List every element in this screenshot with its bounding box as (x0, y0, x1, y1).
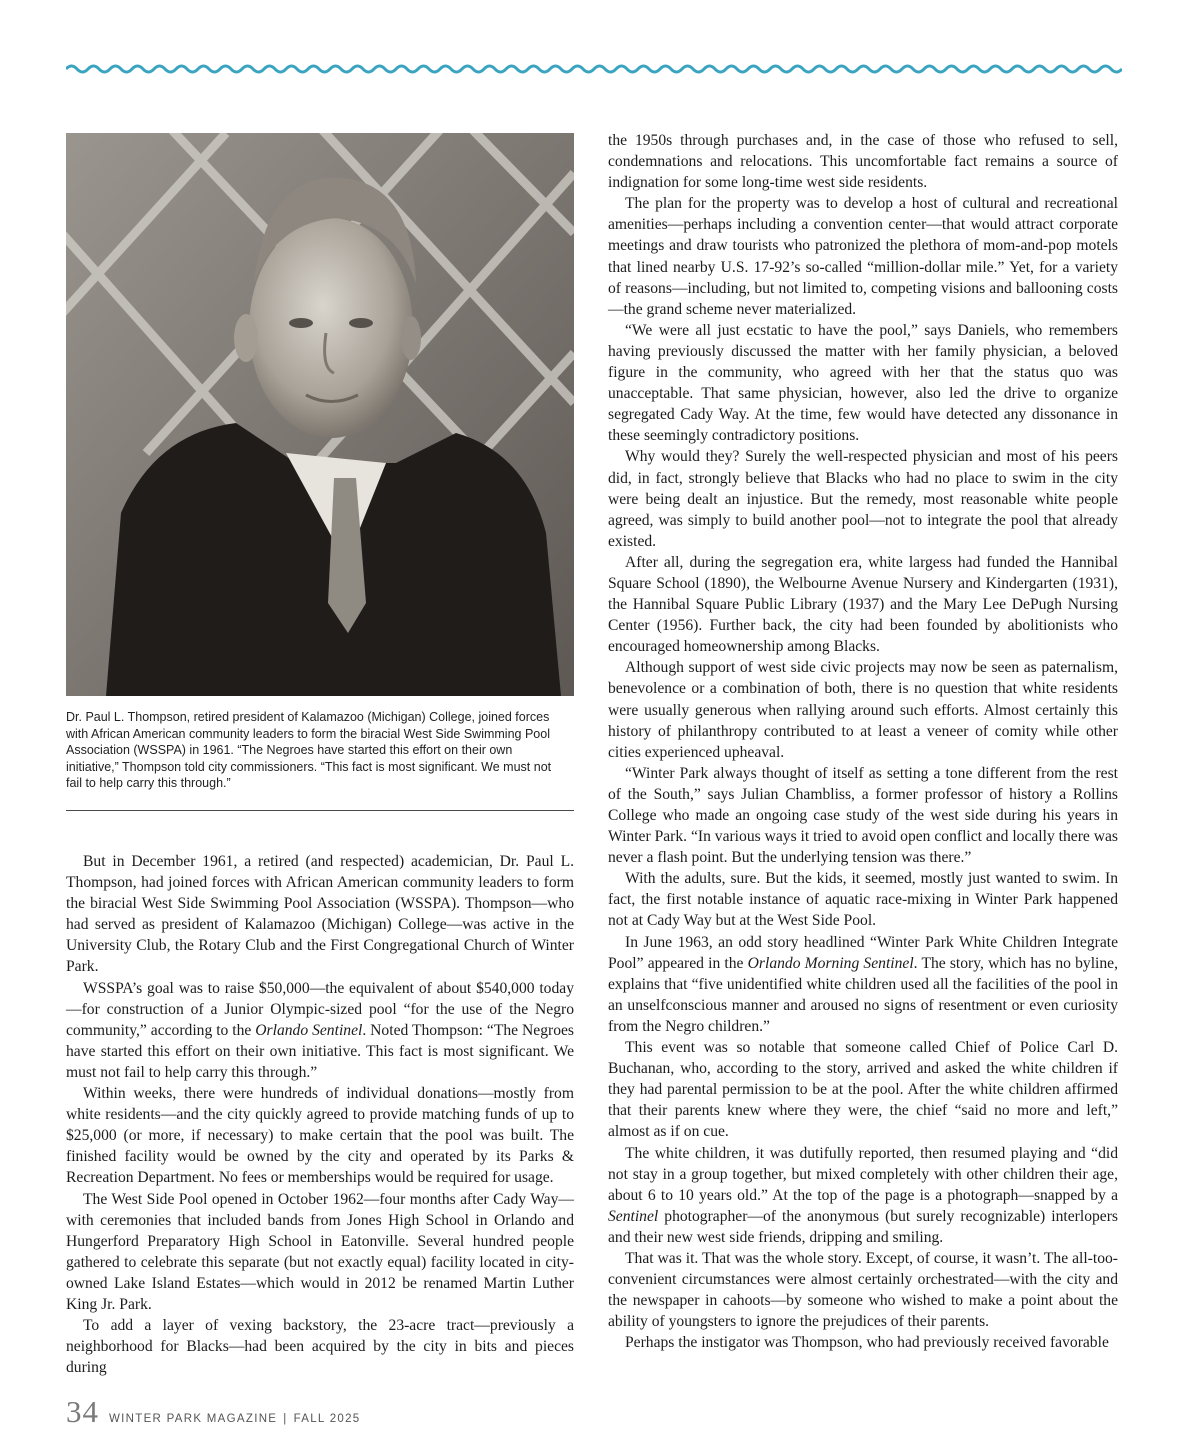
body-paragraph: But in December 1961, a retired (and respected) academician, Dr. Paul L. Thompson, had joined forces with African American community leaders to form the biracial West Side Swimming Pool Association (WSSPA). Thompson—who had served as president of Kalamazoo (Michigan) College—was active in the University Club, the Rotary Club and the First Congregational Church of Winter Park. (66, 853, 574, 976)
footer-separator: | (283, 1413, 288, 1425)
body-paragraph: The plan for the property was to develop a host of cultural and recreational amenities—perhaps including a convention center—that would attract corporate meetings and draw tourists who patronized the plethora of mom-and-pop motels that lined nearby U.S. 17-92’s so-called “million-dollar mile.” Yet, for a variety of reasons—including, but not limited to, competing visions and ballooning costs—the grand scheme never materialized. (608, 195, 1118, 318)
caption-divider (66, 810, 574, 811)
body-paragraph: “Winter Park always thought of itself as setting a tone different from the rest of the South,” says Julian Chambliss, a former professor of history a Rollins College who made an ongoing case study of the west side during his years in Winter Park. “In various ways it tried to avoid open conflict and locally there was never a flash point. But the underlying tension was there.” (608, 764, 1118, 867)
page-footer (66, 1394, 360, 1434)
body-paragraph: The white children, it was dutifully reported, then resumed playing and “did not stay in a group together, but mixed completely with other children their age, about 6 to 10 years old.” At the top of the page is a photograph—snapped by a Sentinel photographer—of the anonymous (but surely recognizable) interlopers and their new west side friends, dripping and smiling. (608, 1144, 1118, 1246)
page-number: 34 (66, 1394, 99, 1429)
body-paragraph: Perhaps the instigator was Thompson, who had previously received favorable (625, 1334, 1109, 1352)
magazine-name: WINTER PARK MAGAZINE (109, 1413, 278, 1425)
left-column (66, 851, 574, 1378)
body-paragraph: the 1950s through purchases and, in the case of those who refused to sell, condemnations and relocations. This uncomfortable fact remains a source of indignation for some long-time west side residents. (608, 132, 1118, 192)
right-column (608, 130, 1118, 1353)
portrait-photo (66, 133, 574, 696)
body-paragraph: This event was so notable that someone called Chief of Police Carl D. Buchanan, who, according to the story, arrived and asked the white children if they had parental permission to be at the pool. After the white children affirmed that their parents knew where they were, the chief “said no more and left,” almost as if on cue. (608, 1039, 1118, 1141)
body-paragraph: “We were all just ecstatic to have the pool,” says Daniels, who remembers having previously discussed the matter with her family physician, a beloved figure in the community, who agreed with her that the status quo was unacceptable. That same physician, however, also led the drive to organize segregated Cady Way. At the time, few would have detected any dissonance in these seemingly contradictory positions. (608, 321, 1118, 445)
body-paragraph: Although support of west side civic projects may now be seen as paternalism, benevolence or a combination of both, there is no question that white residents were usually generous when rallying around such efforts. Almost certainly this history of philanthropy contributed to at least a veneer of comity while other cities experienced upheaval. (608, 659, 1118, 761)
body-paragraph: With the adults, sure. But the kids, it seemed, mostly just wanted to swim. In fact, the first notable instance of aquatic race-mixing in Winter Park happened not at Cady Way but at the West Side Pool. (608, 870, 1118, 930)
body-paragraph: Why would they? Surely the well-respected physician and most of his peers did, in fact, strongly believe that Blacks who had no place to swim in the city were being dealt an injustice. But the remedy, most reasonable white people agreed, was simply to build another pool—not to integrate the pool that already existed. (608, 448, 1118, 550)
body-paragraph: In June 1963, an odd story headlined “Winter Park White Children Integrate Pool” appeared in the Orlando Morning Sentinel. The story, which has no byline, explains that “five unidentified white children used all the facilities of the pool in an unselfconscious manner and aroused no signs of resentment or even curiosity from the Negro children.” (608, 933, 1118, 1035)
body-paragraph: Within weeks, there were hundreds of individual donations—mostly from white residents—and the city quickly agreed to provide matching funds of up to $25,000 (or more, if necessary) to make certain that the pool was built. The finished facility would be owned by the city and operated by its Parks & Recreation Department. No fees or memberships would be required for usage. (66, 1085, 574, 1187)
body-paragraph: That was it. That was the whole story. Except, of course, it wasn’t. The all-too-convenient circumstances were almost certainly orchestrated—with the city and the newspaper in cahoots—by someone who wished to make a point about the ability of youngsters to ignore the prejudices of their parents. (608, 1249, 1118, 1331)
body-paragraph: After all, during the segregation era, white largess had funded the Hannibal Square School (1890), the Welbourne Avenue Nursery and Kindergarten (1931), the Hannibal Square Public Library (1937) and the Mary Lee DePugh Nursing Center (1956). Further back, the city had been founded by abolitionists who encouraged homeownership among Blacks. (608, 553, 1118, 656)
body-paragraph: To add a layer of vexing backstory, the 23-acre tract—previously a neighborhood for Blacks—had been acquired by the city in bits and pieces during (66, 1317, 574, 1377)
issue-label: FALL 2025 (293, 1413, 361, 1425)
body-paragraph: The West Side Pool opened in October 1962—four months after Cady Way—with ceremonies that included bands from Jones High School in Orlando and Hungerford Preparatory High School in Eatonville. Several hundred people gathered to celebrate this separate (but not exactly equal) facility located in city-owned Lake Island Estates—which would in 2012 be renamed Martin Luther King Jr. Park. (66, 1190, 574, 1313)
wave-divider (66, 58, 1122, 80)
photo-caption: Dr. Paul L. Thompson, retired president of Kalamazoo (Michigan) College, joined forces with African American community leaders to form the biracial West Side Swimming Pool Association (WSSPA) in 1961. “The Negroes have started this effort on their own initiative,” Thompson told city commissioners. “This fact is most significant. We must not fail to help carry this through.” (66, 710, 552, 791)
body-paragraph: WSSPA’s goal was to raise $50,000—the equivalent of about $540,000 today—for construction of a Junior Olympic-sized pool “for the use of the Negro community,” according to the Orlando Sentinel. Noted Thompson: “The Negroes have started this effort on their own initiative. This fact is most significant. We must not fail to help carry this through.” (66, 979, 575, 1081)
